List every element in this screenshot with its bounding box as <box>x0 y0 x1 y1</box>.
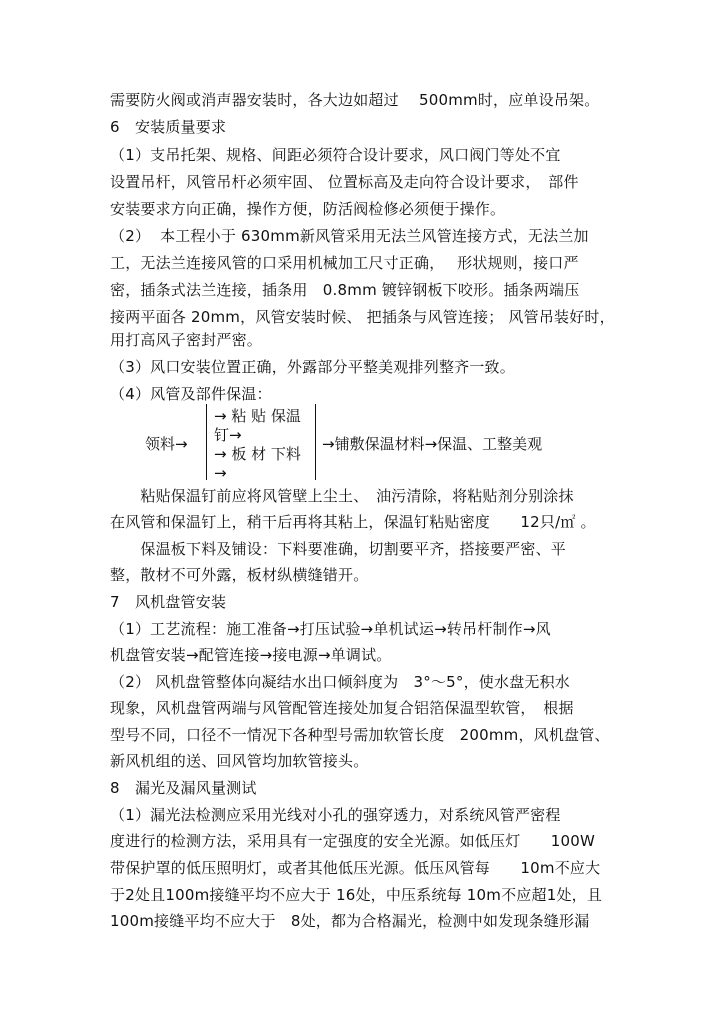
text-line: 需要防火阀或消声器安装时，各大边如超过 500mm时，应单设吊架。 <box>110 91 600 109</box>
text-line: （2） 本工程小于 630mm新风管采用无法兰风管连接方式，无法兰加 <box>110 227 589 245</box>
text-line: （1）工艺流程：施工准备→打压试验→单机试运→转吊杆制作→风 <box>110 620 551 638</box>
section-heading-6: 6 安装质量要求 <box>110 118 227 136</box>
text-line: 粘贴保温钉前应将风管壁上尘土、 油污清除，将粘贴剂分别涂抹 <box>110 487 574 505</box>
text-line: 度进行的检测方法，采用具有一定强度的安全光源。如低压灯 100W <box>110 832 596 850</box>
flow-branch-item: 钉→ <box>214 426 242 444</box>
text-line: 整，散材不可外露，板材纵横缝错开。 <box>110 566 369 584</box>
text-line: 现象，风机盘管两端与风管配管连接处加复合铝箔保温型软管， 根据 <box>110 699 574 717</box>
text-line: 新风机组的送、回风管均加软管接头。 <box>110 752 369 770</box>
flow-end-label: →铺敷保温材料→保温、工整美观 <box>322 435 543 453</box>
text-line: （3）风口安装位置正确，外露部分平整美观排列整齐一致。 <box>110 358 515 376</box>
text-line: 工，无法兰连接风管的口采用机械加工尺寸正确， 形状规则，接口严 <box>110 254 579 272</box>
text-line: 设置吊杆，风管吊杆必须牢固、 位置标高及走向符合设计要求， 部件 <box>110 173 579 191</box>
text-line: （1）漏光法检测应采用光线对小孔的强穿透力，对系统风管严密程 <box>110 806 561 824</box>
text-line: 于2处且100m接缝平均不应大于 16处，中压系统每 10m不应超1处，且 <box>110 886 603 904</box>
section-heading-8: 8 漏光及漏风量测试 <box>110 779 257 797</box>
flow-branch-item: → 板 材 下料 <box>214 445 301 463</box>
text-line: （2） 风机盘管整体向凝结水出口倾斜度为 3°～5°，使水盘无积水 <box>110 673 571 691</box>
flow-branch-item: → <box>214 464 227 482</box>
flow-branch-item: → 粘 贴 保温 <box>214 407 301 425</box>
text-line: （1）支吊托架、规格、间距必须符合设计要求，风口阀门等处不宜 <box>110 146 561 164</box>
text-line: 用打高风子密封严密。 <box>110 331 263 349</box>
section-heading-7: 7 风机盘管安装 <box>110 593 227 611</box>
text-line: 带保护罩的低压照明灯，或者其他低压光源。低压风管每 10m不应大 <box>110 859 601 877</box>
text-line: 型号不同，口径不一情况下各种型号需加软管长度 200mm，风机盘管、 <box>110 726 610 744</box>
text-line: 接两平面各 20mm，风管安装时候、 把插条与风管连接； 风管吊装好时， <box>110 308 615 326</box>
text-line: 密，插条式法兰连接，插条用 0.8mm 镀锌钢板下咬形。插条两端压 <box>110 281 580 299</box>
text-line: 机盘管安装→配管连接→接电源→单调试。 <box>110 646 392 664</box>
flow-start-label: 领料→ <box>145 435 188 453</box>
text-line: 保温板下料及铺设：下料要准确，切割要平齐，搭接要严密、平 <box>110 540 567 558</box>
text-line: 100m接缝平均不应大于 8处，都为合格漏光，检测中如发现条缝形漏 <box>110 912 590 930</box>
text-line: （4）风管及部件保温： <box>110 385 272 403</box>
text-line: 在风管和保温钉上，稍干后再将其粘上，保温钉粘贴密度 12只/㎡ 。 <box>110 513 596 531</box>
text-line: 安装要求方向正确，操作方便，防活阀检修必须便于操作。 <box>110 200 506 218</box>
